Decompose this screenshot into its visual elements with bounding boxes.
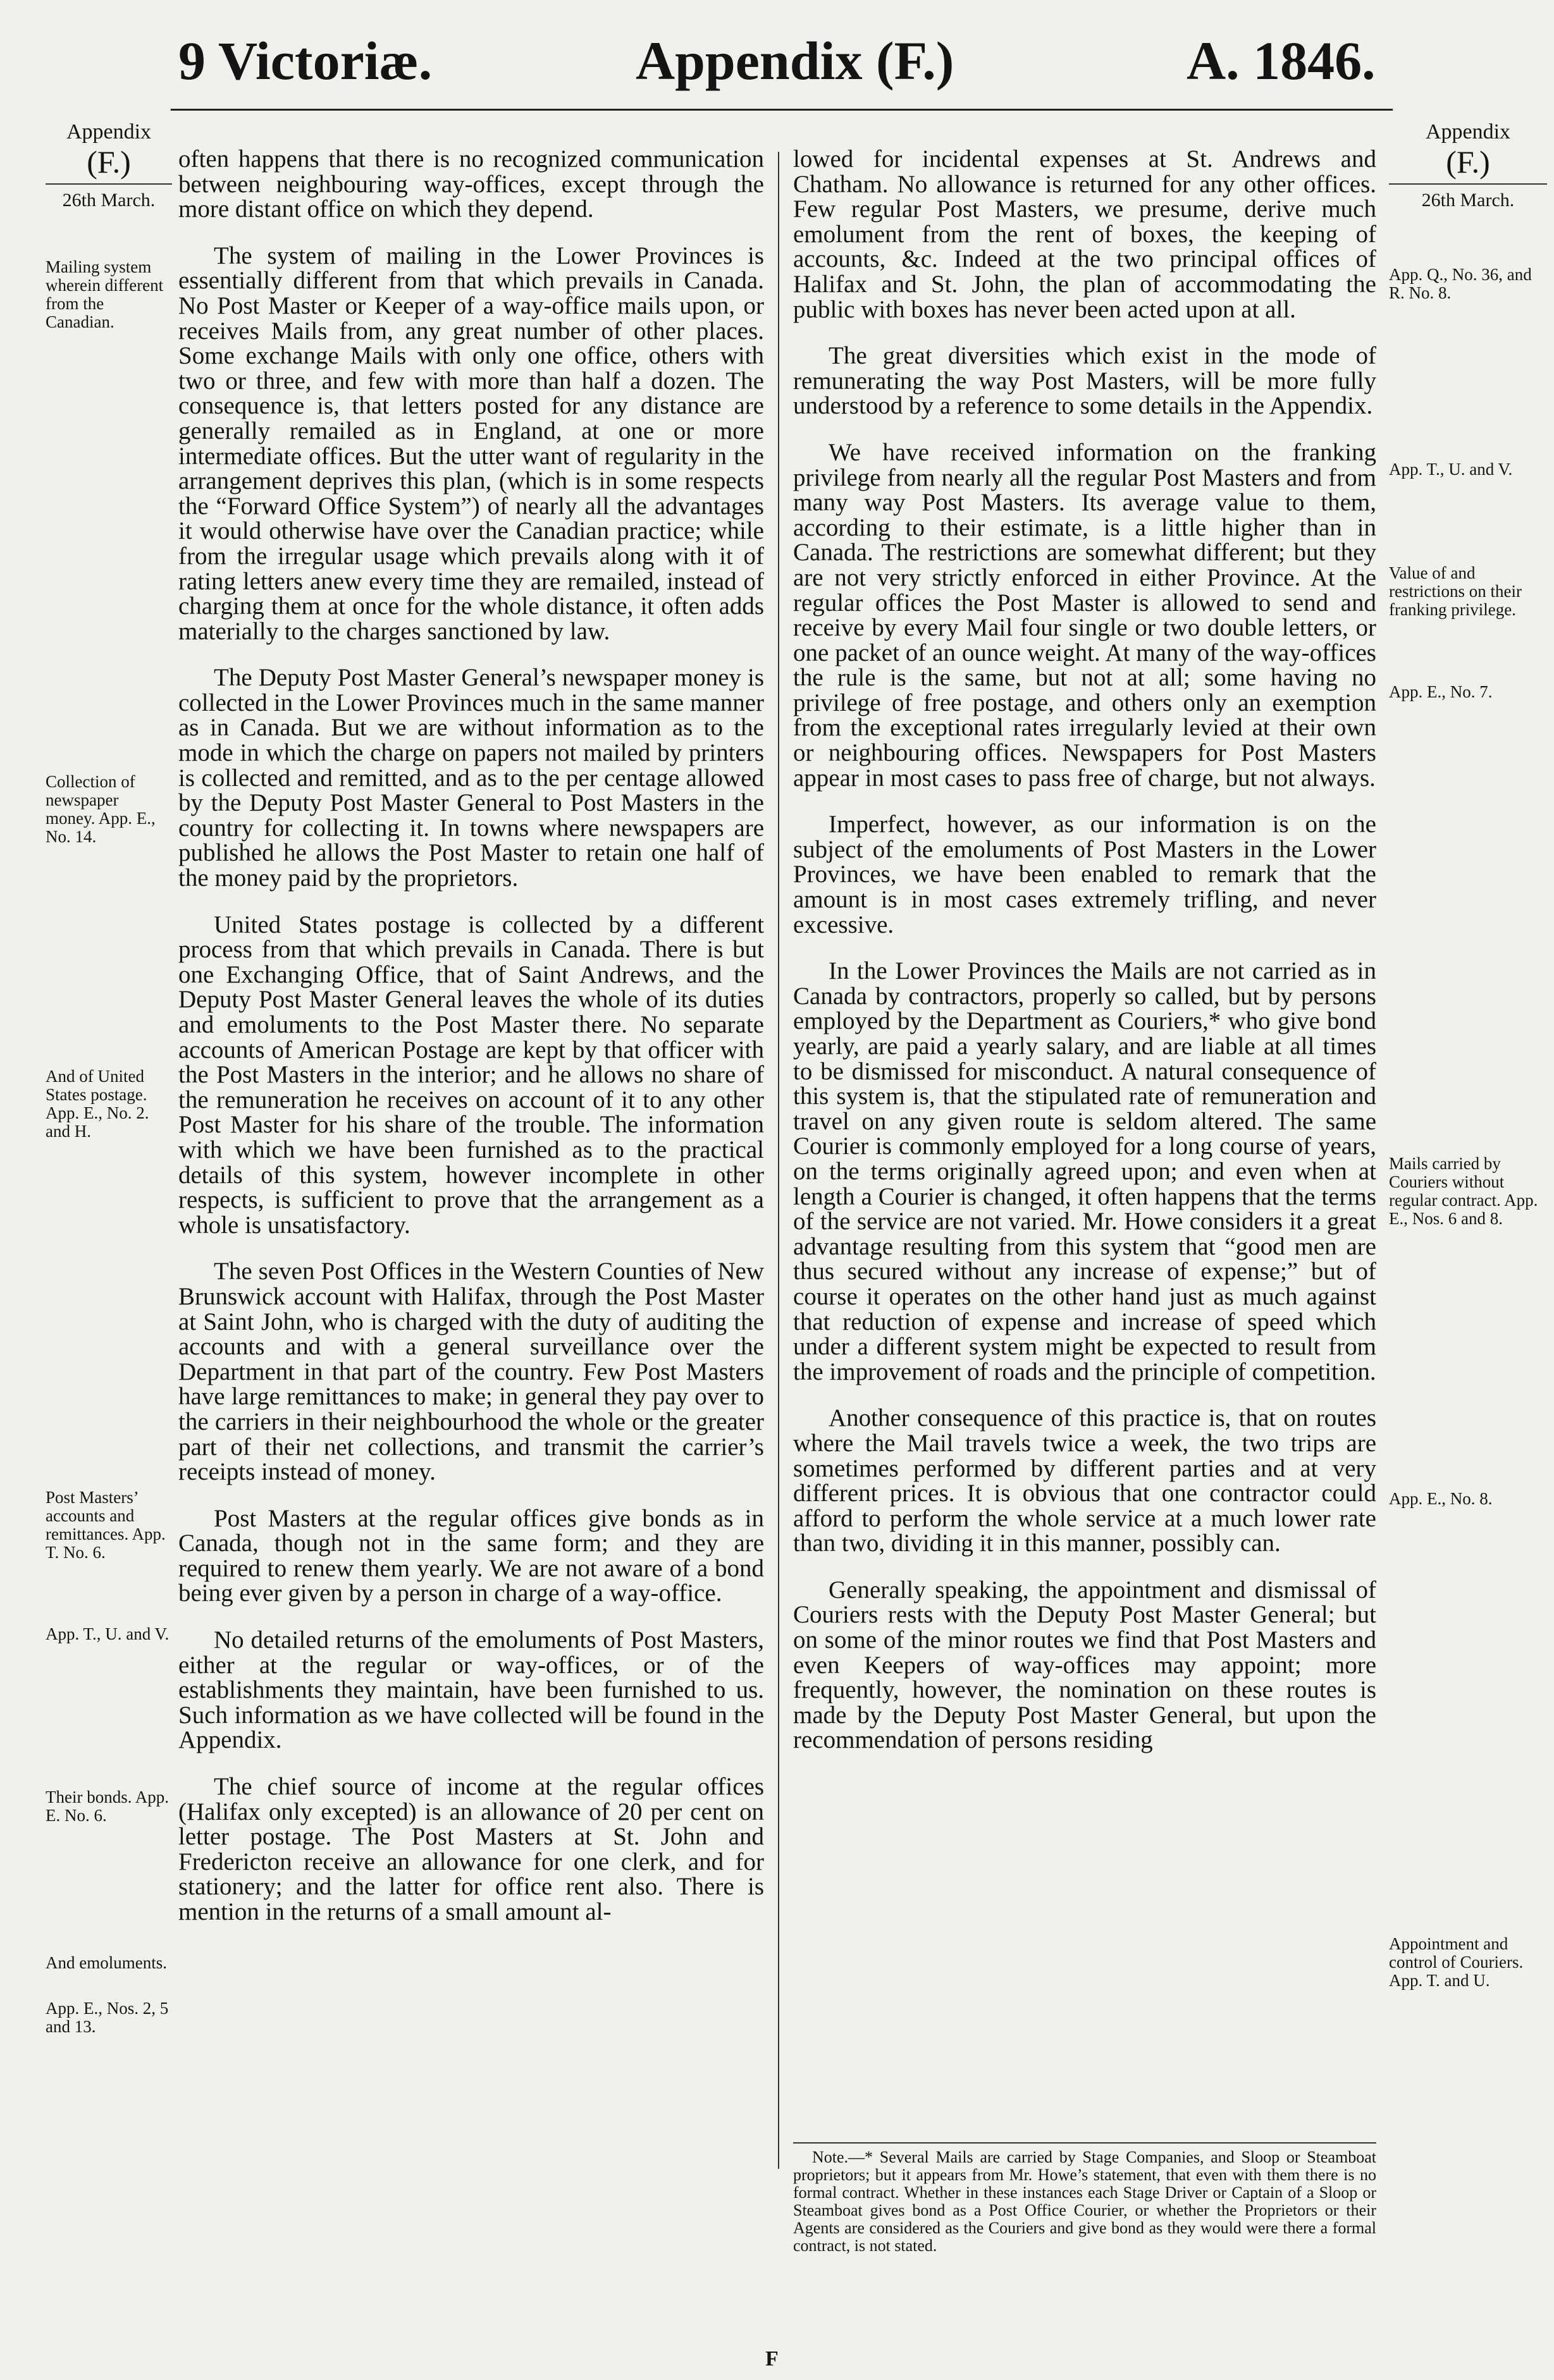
margin-note: Appointment and control of Couriers. App. T. and U. bbox=[1389, 1934, 1524, 1990]
sidehead-word: Appendix bbox=[1425, 120, 1511, 144]
sidehead-letter: (F.) bbox=[87, 144, 131, 180]
sidehead-word: Appendix bbox=[66, 120, 152, 144]
left-sidehead bbox=[46, 120, 172, 212]
header-rule bbox=[171, 109, 1393, 111]
sidehead-letter: (F.) bbox=[1446, 144, 1490, 180]
header-session: 9 Victoriæ. bbox=[178, 30, 433, 91]
paragraph: The Deputy Post Master General’s newspaper money is collected in the Lower Provinces much in the same manner as in Canada. But we are without information as to the mode in which the charge on papers not mailed by printers is collected and remitted, and as to the per centage allowed by the Deputy Post Master General to Post Masters in the country for collecting it. In towns where newspapers are published he allows the Post Master to retain one half of the money paid by the proprietors. bbox=[178, 664, 764, 892]
signature-mark: F bbox=[765, 2347, 779, 2371]
paragraph: United States postage is collected by a different process from that which prevails in Canada. There is but one Exchanging Office, that of Saint Andrews, and the Deputy Post Master General leaves the whole of its duties and emoluments to the Post Master there. No separate accounts of American Postage are kept by that officer with the Post Masters in the interior; and he allows no share of the remuneration he receives on account of it to any other Post Master for his share of the trouble. The information with which we have been furnished as to the practical details of this system, however incomplete in other respects, is sufficient to prove that the arrangement as a whole is unsatisfactory. bbox=[178, 911, 764, 1239]
right-sidehead bbox=[1389, 120, 1547, 212]
paragraph: Generally speaking, the appointment and dismissal of Couriers rests with the Deputy Post Master General; but on some of the minor routes we find that Post Masters and even Keepers of way-offices may appoint; more frequently, however, the nomination on these routes is made by the Deputy Post Master General, but upon the recommendation of persons residing bbox=[793, 1576, 1376, 1754]
running-header bbox=[0, 29, 1554, 99]
margin-note: App. E., No. 8. bbox=[1389, 1489, 1493, 1508]
sidehead-date: 26th March. bbox=[46, 183, 172, 212]
paragraph: The seven Post Offices in the Western Counties of New Brunswick account with Halifax, through the Post Master at Saint John, who is charged with the duty of auditing the accounts and with a general surveillance over the Department in that part of the country. Few Post Masters have large remittances to make; in general they pay over to the carriers in their neighbourhood the whole or the greater part of their net collections, and transmit the carrier’s receipts instead of money. bbox=[178, 1258, 764, 1486]
paragraph: lowed for incidental expenses at St. Andrews and Chatham. No allowance is returned for any other offices. Few regular Post Masters, we presume, derive much emolument from the rent of boxes, the keeping of accounts, &c. Indeed at the two principal offices of Halifax and St. John, the plan of accommodating the public with boxes has never been acted upon at all. bbox=[793, 145, 1376, 323]
margin-note: Value of and restrictions on their franking privilege. bbox=[1389, 563, 1522, 619]
margin-note: And of United States postage. App. E., No. 2. and H. bbox=[46, 1067, 149, 1141]
header-appendix: Appendix (F.) bbox=[636, 30, 954, 91]
paragraph: In the Lower Provinces the Mails are not carried as in Canada by contractors, properly so called, but by persons employed by the Department as Couriers,* who give bond yearly, are paid a yearly salary, and are liable at all times to be dismissed for misconduct. A natural consequence of this system is, that the stipulated rate of remuneration and travel on any given route is seldom altered. The same Courier is commonly employed for a long course of years, on the terms originally agreed upon; and even when at length a Courier is changed, it often happens that the terms of the service are not varied. Mr. Howe considers it a great advantage resulting from this system that “good men are thus secured without any increase of expense;” but of course it operates on the other hand just as much against that reduction of expense and increase of speed which under a different system might be expected to result from the improvement of roads and the principle of competition. bbox=[793, 957, 1376, 1385]
column-divider bbox=[778, 152, 779, 2169]
paragraph: The chief source of income at the regular offices (Halifax only excepted) is an allowance of 20 per cent on letter postage. The Post Masters at St. John and Fredericton receive an allowance for one clerk, and for stationery; and the latter for office rent also. There is mention in the returns of a small amount al- bbox=[178, 1773, 764, 1925]
left-column bbox=[178, 147, 764, 1946]
margin-note: App. T., U. and V. bbox=[46, 1624, 170, 1643]
header-year: A. 1846. bbox=[1187, 30, 1376, 91]
footnote bbox=[793, 2142, 1376, 2255]
margin-note: Their bonds. App. E. No. 6. bbox=[46, 1788, 169, 1825]
margin-note: App. T., U. and V. bbox=[1389, 460, 1513, 479]
paragraph: The great diversities which exist in the mode of remunerating the way Post Masters, will be more fully understood by a reference to some details in the Appendix. bbox=[793, 342, 1376, 420]
paragraph: We have received information on the franking privilege from nearly all the regular Post Masters and from many way Post Masters. Its average value to them, according to their estimate, is a little higher than in Canada. The restrictions are somewhat different; but they are not very strictly enforced in either Province. At the regular offices the Post Master is allowed to send and receive by every Mail four single or two double letters, or one packet of an ounce weight. At many of the way-offices the rule is the same, but not at all; some having no privilege of free postage, and others only an exemption from the exceptional rates irregularly levied at their own or neighbouring offices. Newspapers for Post Masters appear in most cases to pass free of charge, but not always. bbox=[793, 438, 1376, 792]
paragraph: Post Masters at the regular offices give bonds as in Canada, though not in the same form; and they are required to renew them yearly. We are not aware of a bond being ever given by a person in charge of a way-office. bbox=[178, 1504, 764, 1607]
paragraph: The system of mailing in the Lower Provinces is essentially different from that which prevails in Canada. No Post Master or Keeper of a way-office mails upon, or receives Mails from, any great number of other places. Some exchange Mails with only one office, others with two or three, and few with more than half a dozen. The consequence is, that letters posted for any distance are generally remailed as in England, at one or more intermediate offices. But the utter want of regularity in the arrangement deprives this plan, (which is in some respects the “Forward Office System”) of nearly all the advantages it would otherwise have over the Canadian practice; while from the irregular usage which prevails along with it of rating letters anew every time they are remailed, instead of charging them at once for the whole distance, it often adds materially to the charges sanctioned by law. bbox=[178, 242, 764, 645]
paragraph: No detailed returns of the emoluments of Post Masters, either at the regular or way-offices, or of the establishments they maintain, have been furnished to us. Such information as we have collected will be found in the Appendix. bbox=[178, 1626, 764, 1754]
paragraph: Another consequence of this practice is, that on routes where the Mail travels twice a week, the two trips are sometimes performed by different parties and at very different prices. It is obvious that one contractor could afford to perform the whole service at a much lower rate than two, dividing it in this manner, possibly can. bbox=[793, 1404, 1376, 1557]
sidehead-date: 26th March. bbox=[1389, 183, 1547, 212]
margin-note: Post Masters’ accounts and remittances. App. T. No. 6. bbox=[46, 1488, 166, 1562]
right-column bbox=[793, 147, 1376, 1774]
margin-note: Collection of newspaper money. App. E., No. 14. bbox=[46, 772, 156, 846]
margin-note: App. E., No. 7. bbox=[1389, 682, 1493, 701]
margin-note: App. Q., No. 36, and R. No. 8. bbox=[1389, 265, 1532, 302]
margin-note: Mails carried by Couriers without regular contract. App. E., Nos. 6 and 8. bbox=[1389, 1154, 1538, 1228]
paragraph: Imperfect, however, as our information is on the subject of the emoluments of Post Masters in the Lower Provinces, we have been enabled to remark that the amount is in most cases extremely trifling, and never excessive. bbox=[793, 811, 1376, 938]
margin-note: Mailing system wherein different from the Canadian. bbox=[46, 257, 164, 331]
margin-note: And emoluments. bbox=[46, 1953, 167, 1972]
paragraph: often happens that there is no recognized communication between neighbouring way-offices, except through the more distant office on which they depend. bbox=[178, 145, 764, 223]
margin-note: App. E., Nos. 2, 5 and 13. bbox=[46, 1999, 169, 2036]
footnote-text: Note.—* Several Mails are carried by Stage Companies, and Sloop or Steamboat proprietors; but it appears from Mr. Howe’s statement, that even with them there is no formal contract. Whether in these instances each Stage Driver or Captain of a Sloop or Steamboat gives bond as a Post Office Courier, or whether the Proprietors or their Agents are considered as the Couriers and give bond as they would were there a formal contract, is not stated. bbox=[793, 2148, 1376, 2255]
